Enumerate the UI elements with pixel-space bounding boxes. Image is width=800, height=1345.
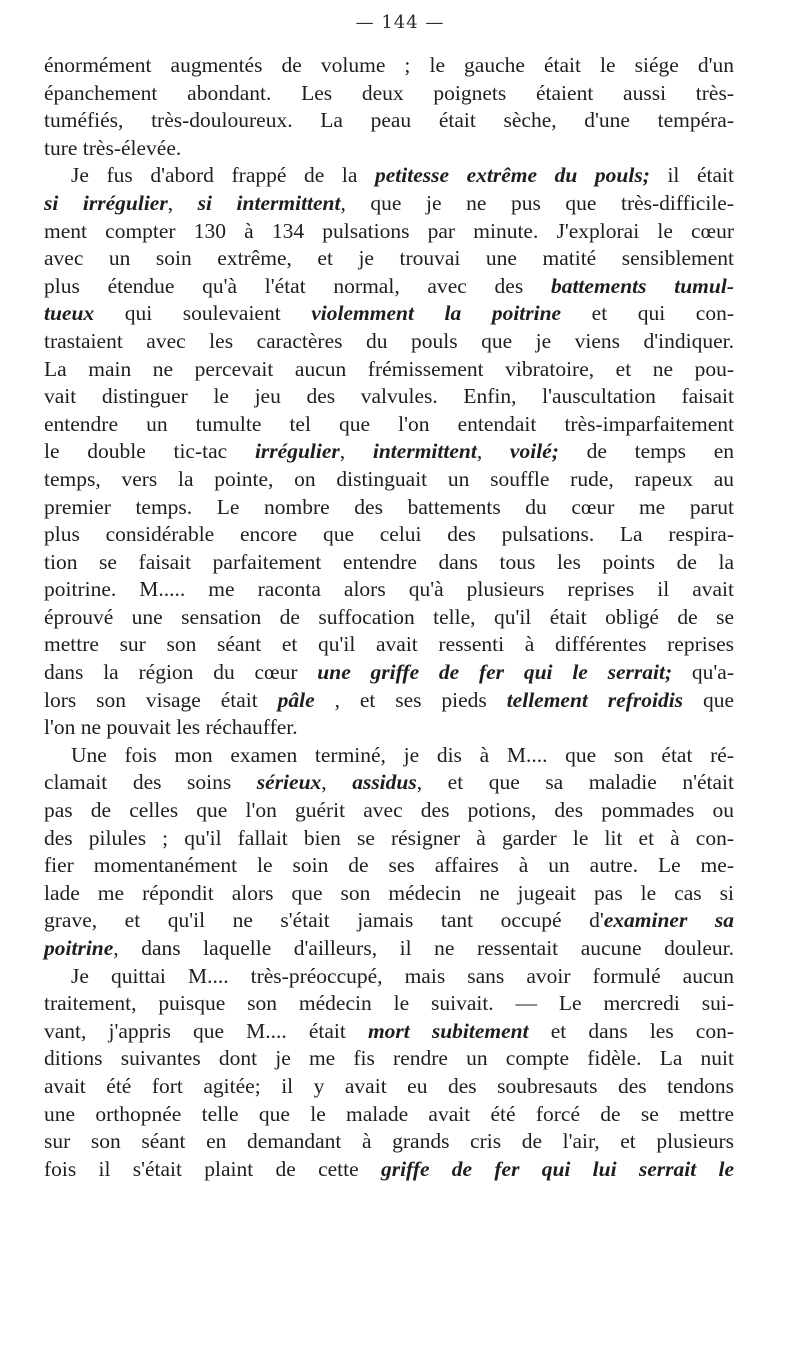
text-line: éprouvé une sensation de suffocation telle, qu'il était obligé de se	[44, 604, 734, 629]
text-line: La main ne percevait aucun frémissement vibratoire, et ne pou-	[44, 356, 734, 381]
text-line: grave, et qu'il ne s'était jamais tant occupé d'examiner sa	[44, 908, 734, 933]
text-line: tueux qui soulevaient violemment la poitrine et qui con-	[44, 301, 734, 326]
text-line: avec un soin extrême, et je trouvai une matité sensiblement	[44, 246, 734, 271]
text-line: poitrine, dans laquelle d'ailleurs, il ne ressentait aucune douleur.	[44, 936, 734, 960]
text-line: traitement, puisque son médecin le suivait. — Le mercredi sui-	[44, 991, 734, 1016]
body-text	[44, 52, 734, 1183]
text-line: ment compter 130 à 134 pulsations par minute. J'explorai le cœur	[44, 218, 734, 243]
text-line: lade me répondit alors que son médecin ne jugeait pas le cas si	[44, 880, 734, 905]
text-line: vant, j'appris que M.... était mort subitement et dans les con-	[44, 1018, 735, 1043]
text-line: trastaient avec les caractères du pouls que je viens d'indiquer.	[44, 328, 734, 353]
text-line: ture très-élevée.	[44, 135, 182, 160]
text-line: vait distinguer le jeu des valvules. Enfin, l'auscultation faisait	[44, 384, 734, 409]
text-line: ditions suivantes dont je me fis rendre un compte fidèle. La nuit	[44, 1046, 734, 1071]
text-line: premier temps. Le nombre des battements du cœur me parut	[44, 494, 734, 519]
text-line: mettre sur son séant et qu'il avait ressenti à différentes reprises	[44, 632, 734, 657]
text-line: des pilules ; qu'il fallait bien se résigner à garder le lit et à con-	[44, 825, 734, 850]
text-line: une orthopnée telle que le malade avait été forcé de se mettre	[44, 1101, 734, 1126]
text-line: l'on ne pouvait les réchauffer.	[44, 715, 298, 740]
text-line: lors son visage était pâle , et ses pieds tellement refroidis que	[44, 687, 735, 712]
text-line: temps, vers la pointe, on distinguait un souffle rude, rapeux au	[44, 466, 734, 491]
text-line: fier momentanément le soin de ses affaires à un autre. Le me-	[44, 853, 734, 878]
text-line: énormément augmentés de volume ; le gauche était le siége d'un	[44, 53, 734, 77]
text-line: fois il s'était plaint de cette griffe de fer qui lui serrait le	[44, 1156, 734, 1181]
text-line: entendre un tumulte tel que l'on entendait très-imparfaitement	[44, 411, 734, 436]
text-line: pas de celles que l'on guérit avec des potions, des pommades ou	[44, 798, 734, 823]
page-number: — 144 —	[355, 12, 445, 33]
text-line: tion se faisait parfaitement entendre dans tous les points de la	[44, 549, 734, 574]
text-line: avait été fort agitée; il y avait eu des soubresauts des tendons	[44, 1073, 734, 1098]
text-line: poitrine. M..... me raconta alors qu'à plusieurs reprises il avait	[44, 577, 734, 602]
text-line: le double tic-tac irrégulier, intermittent, voilé; de temps en	[44, 439, 735, 464]
text-line: épanchement abondant. Les deux poignets étaient aussi très-	[44, 80, 734, 105]
text-line: sur son séant en demandant à grands cris de l'air, et plusieurs	[44, 1129, 734, 1154]
text-line: plus étendue qu'à l'état normal, avec des battements tumul-	[44, 273, 734, 298]
text-line: plus considérable encore que celui des pulsations. La respira-	[44, 522, 734, 547]
text-line: Une fois mon examen terminé, je dis à M.... que son état ré-	[71, 742, 734, 767]
text-line: si irrégulier, si intermittent, que je ne pus que très-difficile-	[44, 190, 735, 215]
text-line: dans la région du cœur une griffe de fer qui le serrait; qu'a-	[44, 660, 734, 685]
text-line: tuméfiés, très-douloureux. La peau était sèche, d'une tempéra-	[44, 108, 734, 133]
text-line: Je fus d'abord frappé de la petitesse extrême du pouls; il était	[71, 163, 734, 188]
text-line: clamait des soins sérieux, assidus, et que sa maladie n'était	[44, 770, 734, 795]
text-line: Je quittai M.... très-préoccupé, mais sans avoir formulé aucun	[71, 963, 734, 988]
